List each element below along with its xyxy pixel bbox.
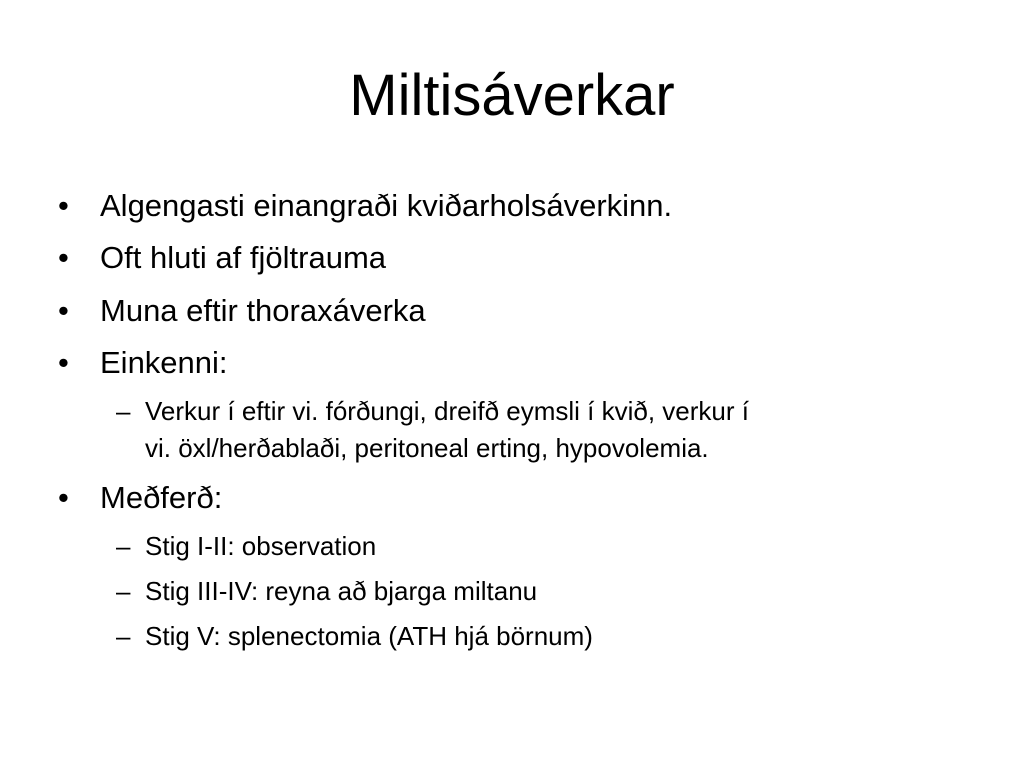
sub-item-text: Stig I-II: observation [145,531,377,561]
sub-item [116,394,749,428]
bullet-text: Meðferð: [100,480,223,515]
bullet-item [58,188,672,224]
sub-item-text: Stig V: splenectomia (ATH hjá börnum) [145,621,593,651]
bullet-marker: • [58,345,69,380]
bullet-marker: • [58,240,69,275]
dash-marker: – [116,621,131,651]
dash-marker: – [116,396,131,426]
slide-title: Miltisáverkar [349,63,675,128]
bullet-marker: • [58,293,69,328]
bullet-marker: • [58,188,69,223]
bullet-item [58,345,228,381]
bullet-item [58,240,386,276]
bullet-text: Einkenni: [100,345,228,380]
sub-item [116,529,376,563]
bullet-item [58,293,426,329]
sub-item-text: Stig III-IV: reyna að bjarga miltanu [145,576,538,606]
dash-marker: – [116,576,131,606]
sub-item [116,619,593,653]
sub-item [116,574,537,608]
bullet-text: Muna eftir thoraxáverka [100,293,426,328]
bullet-text: Oft hluti af fjöltrauma [100,240,387,275]
bullet-marker: • [58,480,69,515]
sub-item-text-line2: vi. öxl/herðablaði, peritoneal erting, hypovolemia. [145,433,709,463]
sub-item-text-line1: Verkur í eftir vi. fórðungi, dreifð eymsli í kvið, verkur í [145,396,749,426]
bullet-text: Algengasti einangraði kviðarholsáverkinn. [100,188,673,223]
dash-marker: – [116,531,131,561]
bullet-item [58,480,222,516]
